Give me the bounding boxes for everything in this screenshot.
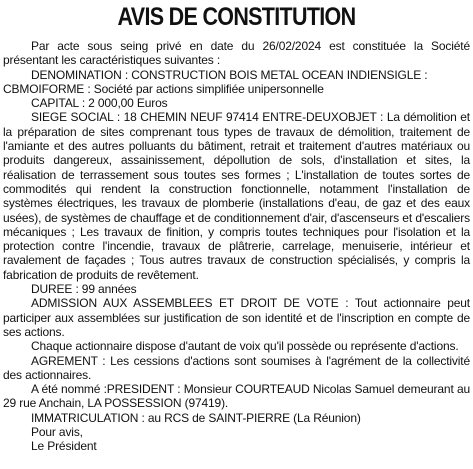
- intro-paragraph: Par acte sous seing privé en date du 26/02/2024 est constituée la Société présentant les caractéristiques suivantes :: [3, 39, 470, 68]
- pour-avis-line: Pour avis,: [31, 425, 83, 440]
- notice-title: AVIS DE CONSTITUTION: [117, 3, 356, 31]
- voix-paragraph: Chaque actionnaire dispose d'autant de voix qu'il possède ou représente d'actions.: [31, 339, 459, 354]
- signature-line: Le Président: [31, 439, 97, 454]
- president-paragraph: A été nommé :PRESIDENT : Monsieur COURTEAUD Nicolas Samuel demeurant au 29 rue Anchain, LA POSSESSION (97419).: [3, 382, 470, 411]
- agrement-paragraph: AGREMENT : Les cessions d'actions sont soumises à l'agrément de la collectivité des actionnaires.: [3, 353, 470, 382]
- duree-line: DUREE : 99 années: [31, 282, 137, 297]
- denomination-line: DENOMINATION : CONSTRUCTION BOIS METAL OCEAN INDIENSIGLE :: [31, 67, 428, 82]
- immatriculation-line: IMMATRICULATION : au RCS de SAINT-PIERRE (La Réunion): [31, 410, 361, 425]
- forme-line: CBMOIFORME : Société par actions simplifiée unipersonnelle: [3, 81, 324, 96]
- admission-paragraph: ADMISSION AUX ASSEMBLEES ET DROIT DE VOTE : Tout actionnaire peut participer aux assemblées sur justification de son identité et de l'inscription en compte de ses actions.: [3, 296, 470, 339]
- capital-line: CAPITAL : 2 000,00 Euros: [31, 96, 168, 111]
- siege-objet-paragraph: SIEGE SOCIAL : 18 CHEMIN NEUF 97414 ENTRE-DEUXOBJET : La démolition et la préparation de sites comprenant tous types de travaux de démolition, traitement de l'amiante et des autres polluants du bâtiment, retrait et traitement d'autres matériaux ou produits dangereux, assainissement, dépollution de sols, d'installation et sites, la réalisation de terrassement sous toutes ses formes ; L'installation de toutes sortes de commodités qui rendent la construction fonctionnelle, notamment l'installation de systèmes électriques, les travaux de plomberie (installations d'eau, de gaz et des eaux usées), de systèmes de chauffage et de conditionnement d'air, d'ascenseurs et d'escaliers mécaniques ; Les travaux de finition, y compris toutes techniques pour l'isolation et la protection contre l'incendie, travaux de plâtrerie, carrelage, menuiserie, intérieur et ravalement de façades ; Tous autres travaux de construction spécialisés, y compris la fabrication de produits de revêtement.: [3, 110, 470, 282]
